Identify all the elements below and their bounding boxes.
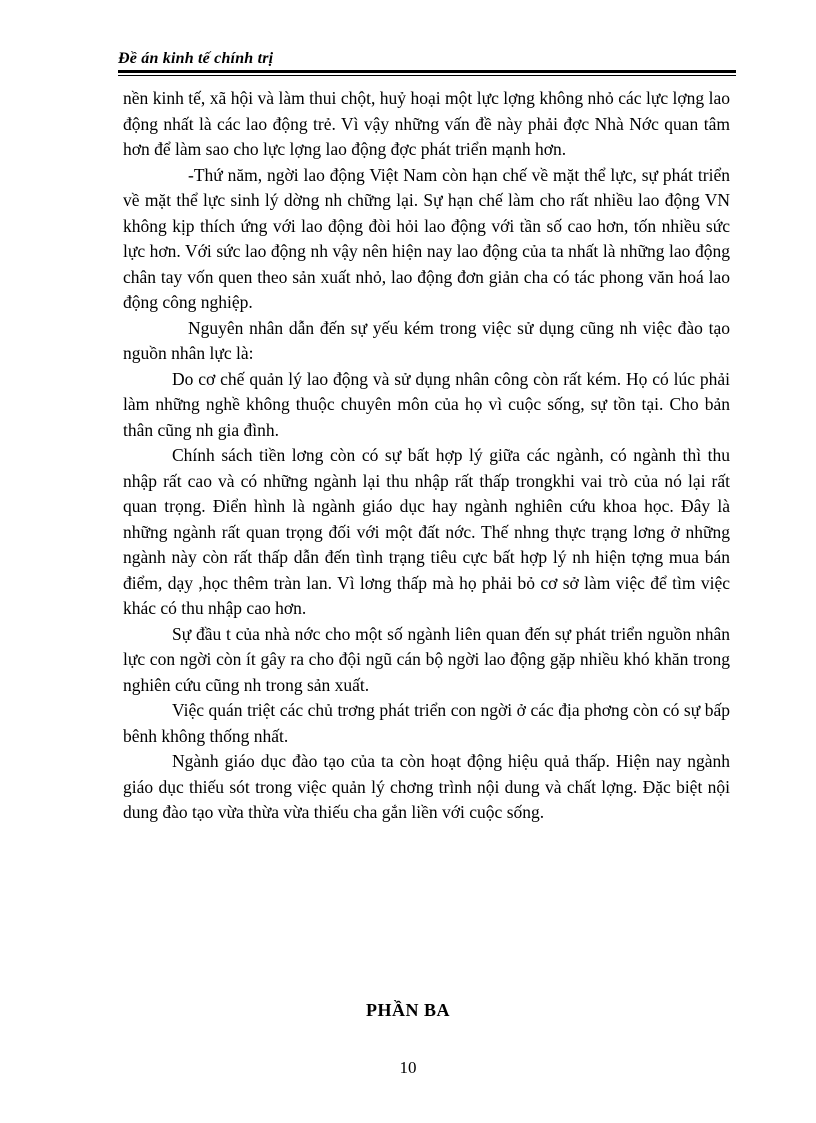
body-text [123,86,730,826]
paragraph-causes-intro: Nguyên nhân dẫn đến sự yếu kém trong việc sử dụng cũng nh việc đào tạo nguồn nhân lực là: [123,317,730,363]
paragraph-policy-implementation: Việc quán triệt các chủ trơng phát triển con ngời ở các địa phơng còn có sự bấp bênh không thống nhất. [123,700,730,746]
section-title: PHẦN BA [366,1000,450,1020]
paragraph-continuation: nền kinh tế, xã hội và làm thui chột, huỷ hoại một lực lợng không nhỏ các lực lợng lao động nhất là các lao động trẻ. Vì vậy những vấn đề này phải đợc Nhà Nớc quan tâm hơn để làm sao cho lực lợng lao động đợc phát triển mạnh hơn. [123,88,730,159]
page-number: 10 [399,1058,417,1077]
paragraph-investment: Sự đầu t của nhà nớc cho một số ngành liên quan đến sự phát triển nguồn nhân lực con ngời còn ít gây ra cho đội ngũ cán bộ ngời lao động gặp nhiều khó khăn trong nghiên cứu cũng nh trong sản xuất. [123,623,730,695]
paragraph-management: Do cơ chế quản lý lao động và sử dụng nhân công còn rất kém. Họ có lúc phải làm những nghề không thuộc chuyên môn của họ vì cuộc sống, sự tồn tại. Cho bản thân cũng nh gia đình. [123,368,730,440]
header-rule-thick [118,70,736,73]
paragraph-physical-limits: -Thứ năm, ngời lao động Việt Nam còn hạn chế về mặt thể lực, sự phát triển về mặt thể lực sinh lý dờng nh chững lại. Sự hạn chế làm cho rất nhiều lao động VN không kịp thích ứng với lao động đòi hỏi lao động với tần số cao hơn, tốn nhiều sức lực hơn. Với sức lao động nh vậy nên hiện nay lao động của ta nhất là những lao động chân tay vốn quen theo sản xuất nhỏ, lao động đơn giản cha có tác phong văn hoá lao động công nghiệp. [123,164,730,312]
paragraph-education: Ngành giáo dục đào tạo của ta còn hoạt động hiệu quả thấp. Hiện nay ngành giáo dục thiếu sót trong việc quản lý chơng trình nội dung và chất lợng. Đặc biệt nội dung đào tạo vừa thừa vừa thiếu cha gắn liền với cuộc sống. [123,751,730,822]
header-rule-thin [118,75,736,76]
paragraph-salary-policy: Chính sách tiền lơng còn có sự bất hợp lý giữa các ngành, có ngành thì thu nhập rất cao và có những ngành lại thu nhập rất thấp trongkhi vai trò của nó lại rất quan trọng. Điển hình là ngành giáo dục hay ngành nghiên cứu khoa học. Đây là những ngành rất quan trọng đối với một đất nớc. Thế nhng thực trạng lơng ở những ngành này còn rất thấp dẫn đến tình trạng tiêu cực bất hợp lý nh hiện tợng mua bán điểm, dạy ,học thêm tràn lan. Vì lơng thấp mà họ phải bỏ cơ sở làm việc để tìm việc khác có thu nhập cao hơn. [123,445,730,618]
header-title: Đề án kinh tế chính trị [118,50,274,67]
page-header [118,50,736,70]
